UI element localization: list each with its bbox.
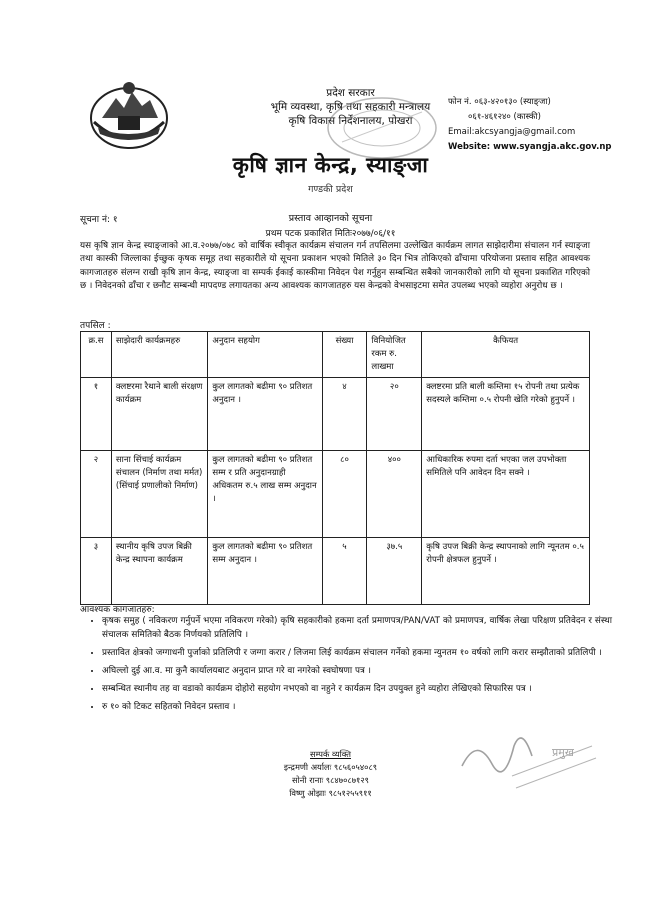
cell-count: ४ — [322, 378, 367, 451]
cell-support: कुल लागतको बढीमा ९० प्रतिशत सम्म अनुदान । — [208, 538, 322, 605]
header-program: साझेदारी कार्यक्रमहरु — [111, 332, 207, 378]
header-amount: विनियोजित रकम रु. लाखमा — [367, 332, 422, 378]
table-row — [81, 538, 590, 605]
details-label: तपसिल : — [80, 321, 111, 331]
office-title: कृषि ज्ञान केन्द्र, स्याङ्जा — [232, 153, 429, 177]
ministry-line: कृषि विकास निर्देशनालय, पोखरा — [288, 115, 413, 127]
ministry-line: प्रदेश सरकार — [326, 87, 375, 99]
cell-support: कुल लागतको बढीमा ९० प्रतिशत सम्म र प्रति अनुदानग्राही अधिकतम रु.५ लाख सम्म अनुदान । — [208, 451, 322, 538]
cell-remarks: कृषि उपज बिक्री केन्द्र स्थापनाको लागि न्यूनतम ०.५ रोपनी क्षेत्रफल हुनुपर्ने । — [422, 538, 590, 605]
notice-number: सूचना नं: १ — [80, 215, 118, 225]
contact-person-line: इन्द्रमणी अर्यालः ९८५६०५४०८९ — [283, 762, 378, 772]
contact-persons-title: सम्पर्क व्यक्ति — [310, 749, 351, 759]
list-item: • रु १० को टिकट सहितको निवेदन प्रस्ताव । — [102, 700, 612, 714]
documents-list — [80, 614, 612, 718]
header-count: संख्या — [322, 332, 367, 378]
cell-amount: ३७.५ — [367, 538, 422, 605]
list-item: • अघिल्लो दुई आ.व. मा कुनै कार्यालयबाट अनुदान प्राप्त गरे वा नगरेको स्वघोषणा पत्र । — [102, 664, 612, 678]
cell-program: साना सिंचाई कार्यक्रम संचालन (निर्माण तथा मर्मत) (सिंचाई प्रणालीको निर्माण) — [111, 451, 207, 538]
program-table — [80, 331, 590, 605]
cell-program: क्लष्टरमा रैथाने बाली संरक्षण कार्यक्रम — [111, 378, 207, 451]
header-sn: क्र.स — [81, 332, 112, 378]
cell-remarks: आधिकारिक रुपमा दर्ता भएका जल उपभोक्ता समितिले पनि आवेदन दिन सक्ने । — [422, 451, 590, 538]
header-remarks: कैफियत — [422, 332, 590, 378]
cell-amount: २० — [367, 378, 422, 451]
signature-text: प्रमुख — [552, 746, 574, 759]
cell-program: स्थानीय कृषि उपज बिक्री केन्द्र स्थापना कार्यक्रम — [111, 538, 207, 605]
email: Email:akcsyangja@gmail.com — [448, 127, 576, 137]
cell-sn: २ — [81, 451, 112, 538]
cell-amount: ४०० — [367, 451, 422, 538]
cell-count: ८० — [322, 451, 367, 538]
table-header-row — [81, 332, 590, 378]
header-support: अनुदान सहयोग — [208, 332, 322, 378]
ministry-line: भूमि व्यवस्था, कृषि तथा सहकारी मन्त्रालय — [270, 101, 431, 113]
notice-title: प्रस्ताव आव्हानको सूचना — [288, 213, 373, 224]
documents-title: आवश्यक कागजातहरु: — [80, 605, 155, 615]
table-row — [81, 451, 590, 538]
table-row — [81, 378, 590, 451]
phone-syangja: फोन नं. ०६३-४२०१३० (स्याङ्जा) — [448, 97, 551, 107]
cell-sn: १ — [81, 378, 112, 451]
publication-date: प्रथम पटक प्रकाशित मितिः२०७७/०६/११ — [265, 229, 396, 239]
cell-remarks: क्लष्टरमा प्रति बाली कम्तिमा १५ रोपनी तथा प्रत्येक सदस्यले कम्तिमा ०.५ रोपनी खेति गरेको हुनुपर्ने । — [422, 378, 590, 451]
list-item: • सम्बन्धित स्थानीय तह वा वडाको कार्यक्रम दोहोरो सहयोग नभएको वा नहुने र कार्यक्रम दिन उपयुक्त हुने व्यहोरा लेखिएको सिफारिस पत्र । — [102, 682, 612, 696]
website: Website: www.syangja.akc.gov.np — [448, 142, 612, 152]
cell-count: ५ — [322, 538, 367, 605]
contact-person-line: सोनी रानाः ९८४७०८७१२९ — [292, 775, 369, 785]
contact-info — [448, 95, 611, 155]
cell-support: कुल लागतको बढीमा ९० प्रतिशत अनुदान । — [208, 378, 322, 451]
signature-stamp — [452, 716, 602, 806]
notice-body: यस कृषि ज्ञान केन्द्र स्याङ्जाको आ.व.२०७७/०७८ को वार्षिक स्वीकृत कार्यक्रम संचालन गर्न तपसिलमा उल्लेखित कार्यक्रम लागत साझेदारीमा संचालन गर्न स्याङ्जा तथा कास्की जिल्लाका ईच्छुक कृषक समूह तथा सहकारीले यो सूचना प्रकाशन भएको मितिले ३० दिन भित्र तोकिएको ढाँचामा परियोजना प्रस्ताव सहित आवश्यक कागजातहरु संलग्न राखी कृषि ज्ञान केन्द्र, स्याङ्जा वा सम्पर्क ईकाई कास्कीमा निवेदन पेश गर्नुहुन सम्बन्धित सबैको जानकारीको लागि यो सूचना प्रकाशित गरिएको छ । निवेदनको ढाँचा र छनौट सम्बन्धी मापदण्ड लगायतका अन्य आवश्यक कागजातहरु यस केन्द्रको वेभसाइटमा समेत उपलब्ध भएको व्यहोरा अनुरोध छ । — [80, 241, 590, 292]
contact-person-line: विष्णु ओझाः ९८५१२५५९११ — [289, 788, 372, 798]
office-subtitle: गण्डकी प्रदेश — [308, 184, 353, 195]
cell-sn: ३ — [81, 538, 112, 605]
list-item: • प्रस्तावित क्षेत्रको जग्गाधनी पुर्जाको प्रतिलिपी र जग्गा करार / लिजमा लिई कार्यक्रम संचालन गर्नेको हकमा न्युनतम १० वर्षको लागि करार सम्झौताको प्रतिलिपी । — [102, 646, 612, 660]
list-item: • कृषक समुह ( नविकरण गर्नुपर्ने भएमा नविकरण गरेको) कृषि सहकारीको हकमा दर्ता प्रमाणपत्र/PAN/VAT को प्रमाणपत्र, वार्षिक लेखा परिक्षण प्रतिवेदन र संस्था संचालक समितिको बैठक निर्णयको प्रतिलिपि । — [102, 614, 612, 642]
phone-kaski: ०६१-४६१२४० (कास्की) — [468, 112, 541, 122]
